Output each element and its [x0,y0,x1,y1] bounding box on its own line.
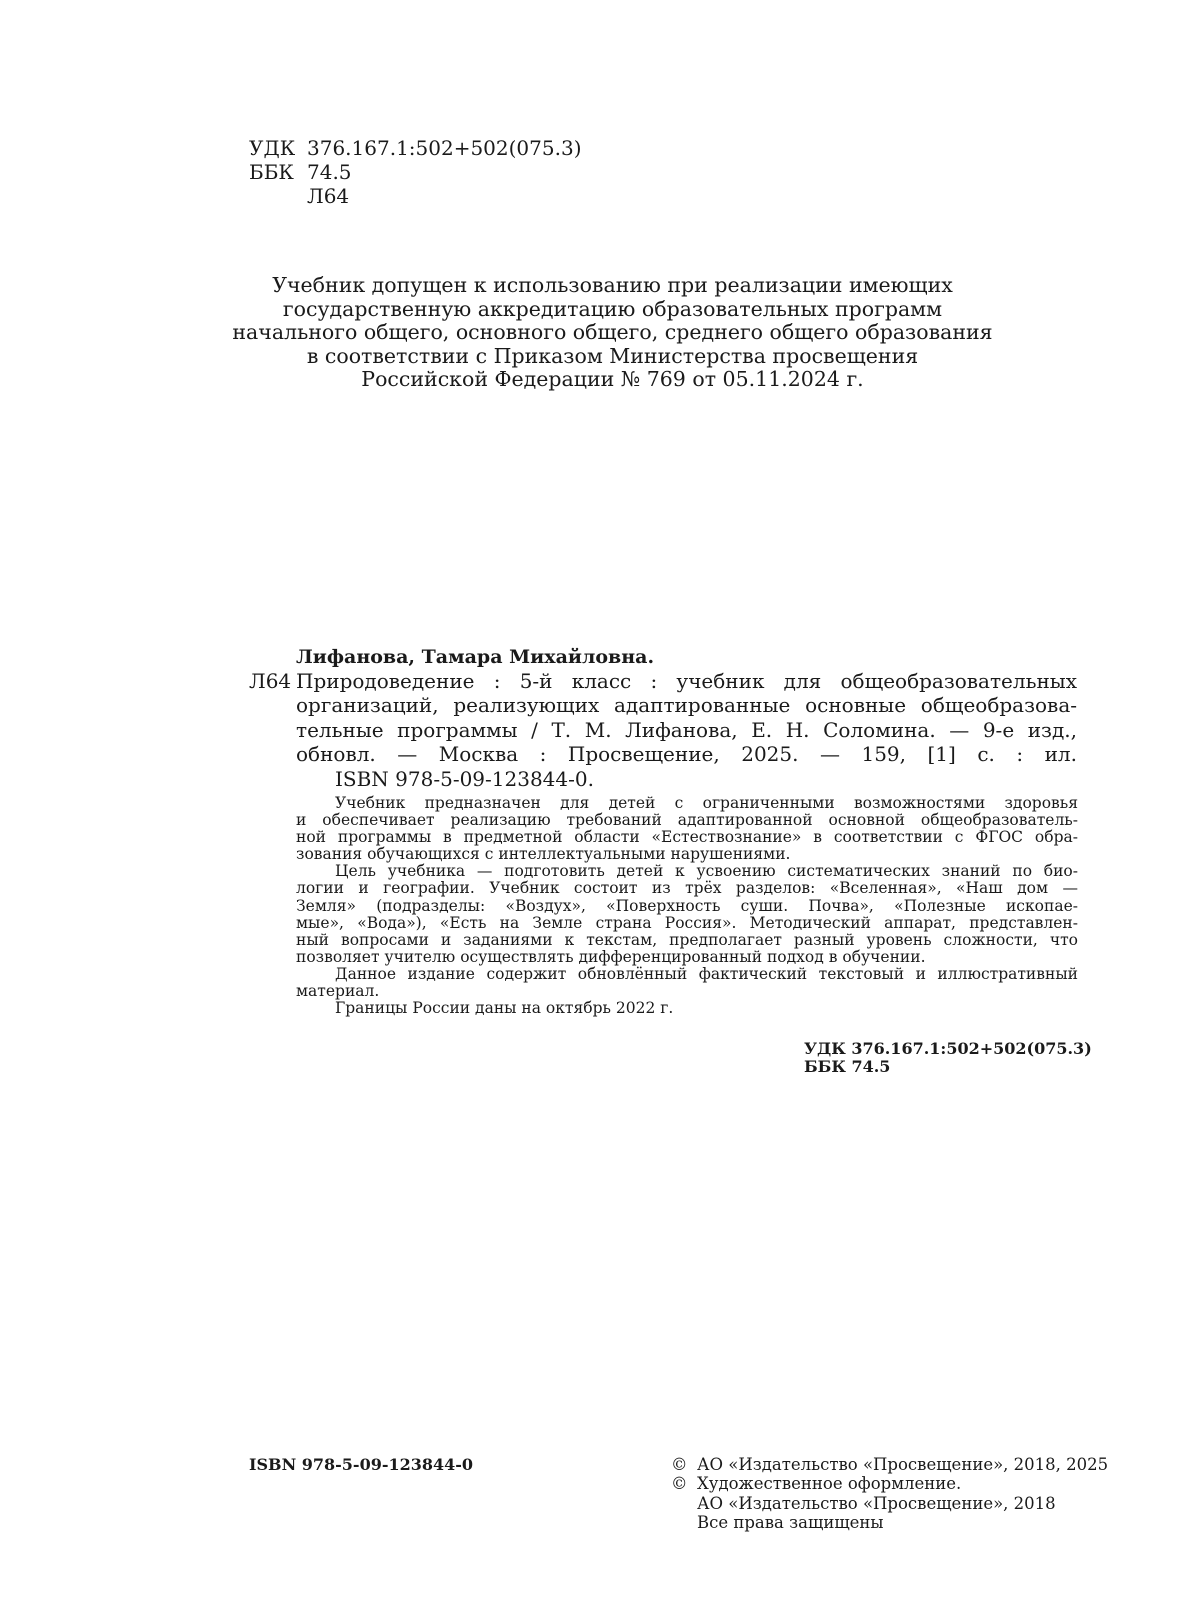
approval-statement [180,274,1045,392]
record-author-sign: Л64 [249,669,292,693]
record-title [296,669,1077,767]
annotation-line: и обеспечивает реализацию требований адаптированной основной общеобразователь- [296,811,1078,830]
approval-line: государственную аккредитацию образовательных программ [282,296,943,321]
udk-label: УДК [249,136,296,160]
copyright-row [671,1474,1108,1493]
udk-top-line [249,136,582,160]
udk-value: 376.167.1:502+502(075.3) [307,136,582,160]
approval-line: Российской Федерации № 769 от 05.11.2024 г. [361,367,864,392]
copyright-text: АО «Издательство «Просвещение», 2018, 2025 [697,1455,1109,1474]
copyright-row [671,1494,1108,1513]
rights-text: Все права защищены [697,1512,884,1532]
author-sign-top: Л64 [307,184,350,208]
footer-isbn: ISBN 978-5-09-123844-0 [249,1455,474,1474]
annotation-line: Данное издание содержит обновлённый фактический текстовый и иллюстративный [335,964,1078,983]
record-annotation [296,795,1078,1017]
annotation-line: Учебник предназначен для детей с ограниченными возможностями здоровья [335,794,1078,812]
title-line: организаций, реализующих адаптированные основные общеобразова- [296,693,1077,718]
record-isbn: ISBN 978-5-09-123844-0. [335,767,594,791]
annotation-line: ной программы в предметной области «Естествознание» в соответствии с ФГОС обра- [296,828,1078,847]
classification-bottom [804,1040,1092,1076]
copyright-block [671,1455,1108,1532]
approval-line: Учебник допущен к использованию при реализации имеющих [272,273,953,297]
annotation-line: материал. [296,982,380,1001]
copyright-text: Художественное оформление. [697,1474,962,1494]
copyright-icon: © [671,1455,688,1474]
title-line: обновл. — Москва : Просвещение, 2025. — 159, [1] с. : ил. [296,742,1077,767]
copyright-row [671,1455,1108,1474]
record-author: Лифанова, Тамара Михайловна. [296,646,655,668]
title-line: Природоведение : 5-й класс : учебник для общеобразовательных [296,669,1077,693]
annotation-line: Цель учебника — подготовить детей к усвоению систематических знаний по био- [335,862,1078,881]
bbk-bottom: ББК 74.5 [804,1057,891,1076]
annotation-line: позволяет учителю осуществлять дифференцированный подход в обучении. [296,947,926,966]
title-line: тельные программы / Т. М. Лифанова, Е. Н. Соломина. — 9-е изд., [296,717,1077,742]
copyright-text: АО «Издательство «Просвещение», 2018 [697,1493,1056,1513]
rights-row [671,1513,1108,1532]
annotation-line: логии и географии. Учебник состоит из трёх разделов: «Вселенная», «Наш дом — [296,879,1078,898]
bbk-label: ББК [249,160,294,184]
annotation-line: мые», «Вода»), «Есть на Земле страна Россия». Методический аппарат, представлен- [296,913,1078,932]
annotation-line: Границы России даны на октябрь 2022 г. [335,999,674,1018]
annotation-line: ный вопросами и заданиями к текстам, предполагает разный уровень сложности, что [296,930,1078,949]
approval-line: начального общего, основного общего, среднего общего образования [232,320,993,345]
annotation-line: зования обучающихся с интеллектуальными нарушениями. [296,845,791,864]
bbk-value: 74.5 [307,160,352,184]
copyright-icon: © [671,1474,688,1494]
udk-bottom: УДК 376.167.1:502+502(075.3) [804,1039,1092,1058]
annotation-line: Земля» (подразделы: «Воздух», «Поверхность суши. Почва», «Полезные ископае- [296,896,1078,915]
approval-line: в соответствии с Приказом Министерства просвещения [306,343,919,368]
bbk-top-line [249,160,352,184]
